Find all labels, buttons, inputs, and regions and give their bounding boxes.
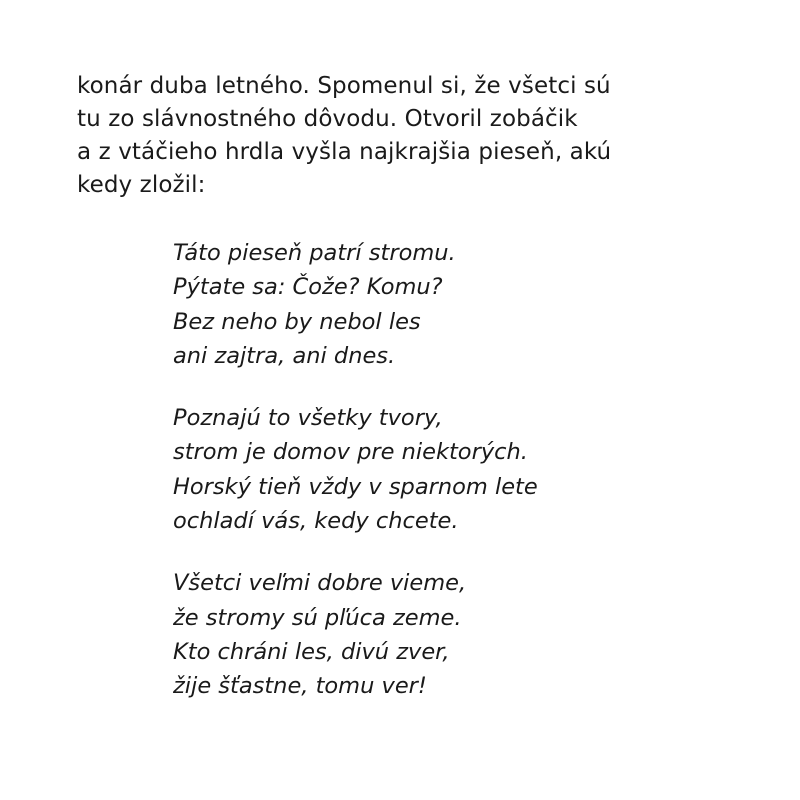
poem-line: ani zajtra, ani dnes. [173,342,396,369]
poem-line: Bez neho by nebol les [173,308,421,335]
prose-line: konár duba letného. Spomenul si, že všetci sú [77,73,611,99]
poem [173,236,733,732]
poem-line: žije šťastne, tomu ver! [173,673,427,700]
prose-line: tu zo slávnostného dôvodu. Otvoril zobáčik [77,106,578,132]
poem-stanza-3 [173,566,733,703]
prose-line: kedy zložil: [77,172,206,198]
poem-line: ochladí vás, kedy chcete. [173,508,459,535]
poem-line: Horský tieň vždy v sparnom lete [173,473,538,500]
poem-stanza-1 [173,236,733,373]
poem-line: Všetci veľmi dobre vieme, [173,570,467,597]
poem-line: strom je domov pre niektorých. [173,439,528,466]
poem-line: Poznajú to všetky tvory, [173,405,443,432]
poem-line: Táto pieseň patrí stromu. [173,240,456,266]
poem-line: Kto chráni les, divú zver, [173,638,450,665]
prose-paragraph [77,70,717,202]
poem-stanza-2 [173,401,733,538]
prose-line: a z vtáčieho hrdla vyšla najkrajšia pieseň, akú [77,139,612,165]
poem-line: Pýtate sa: Čože? Komu? [173,274,443,301]
poem-line: že stromy sú pľúca zeme. [173,604,462,631]
